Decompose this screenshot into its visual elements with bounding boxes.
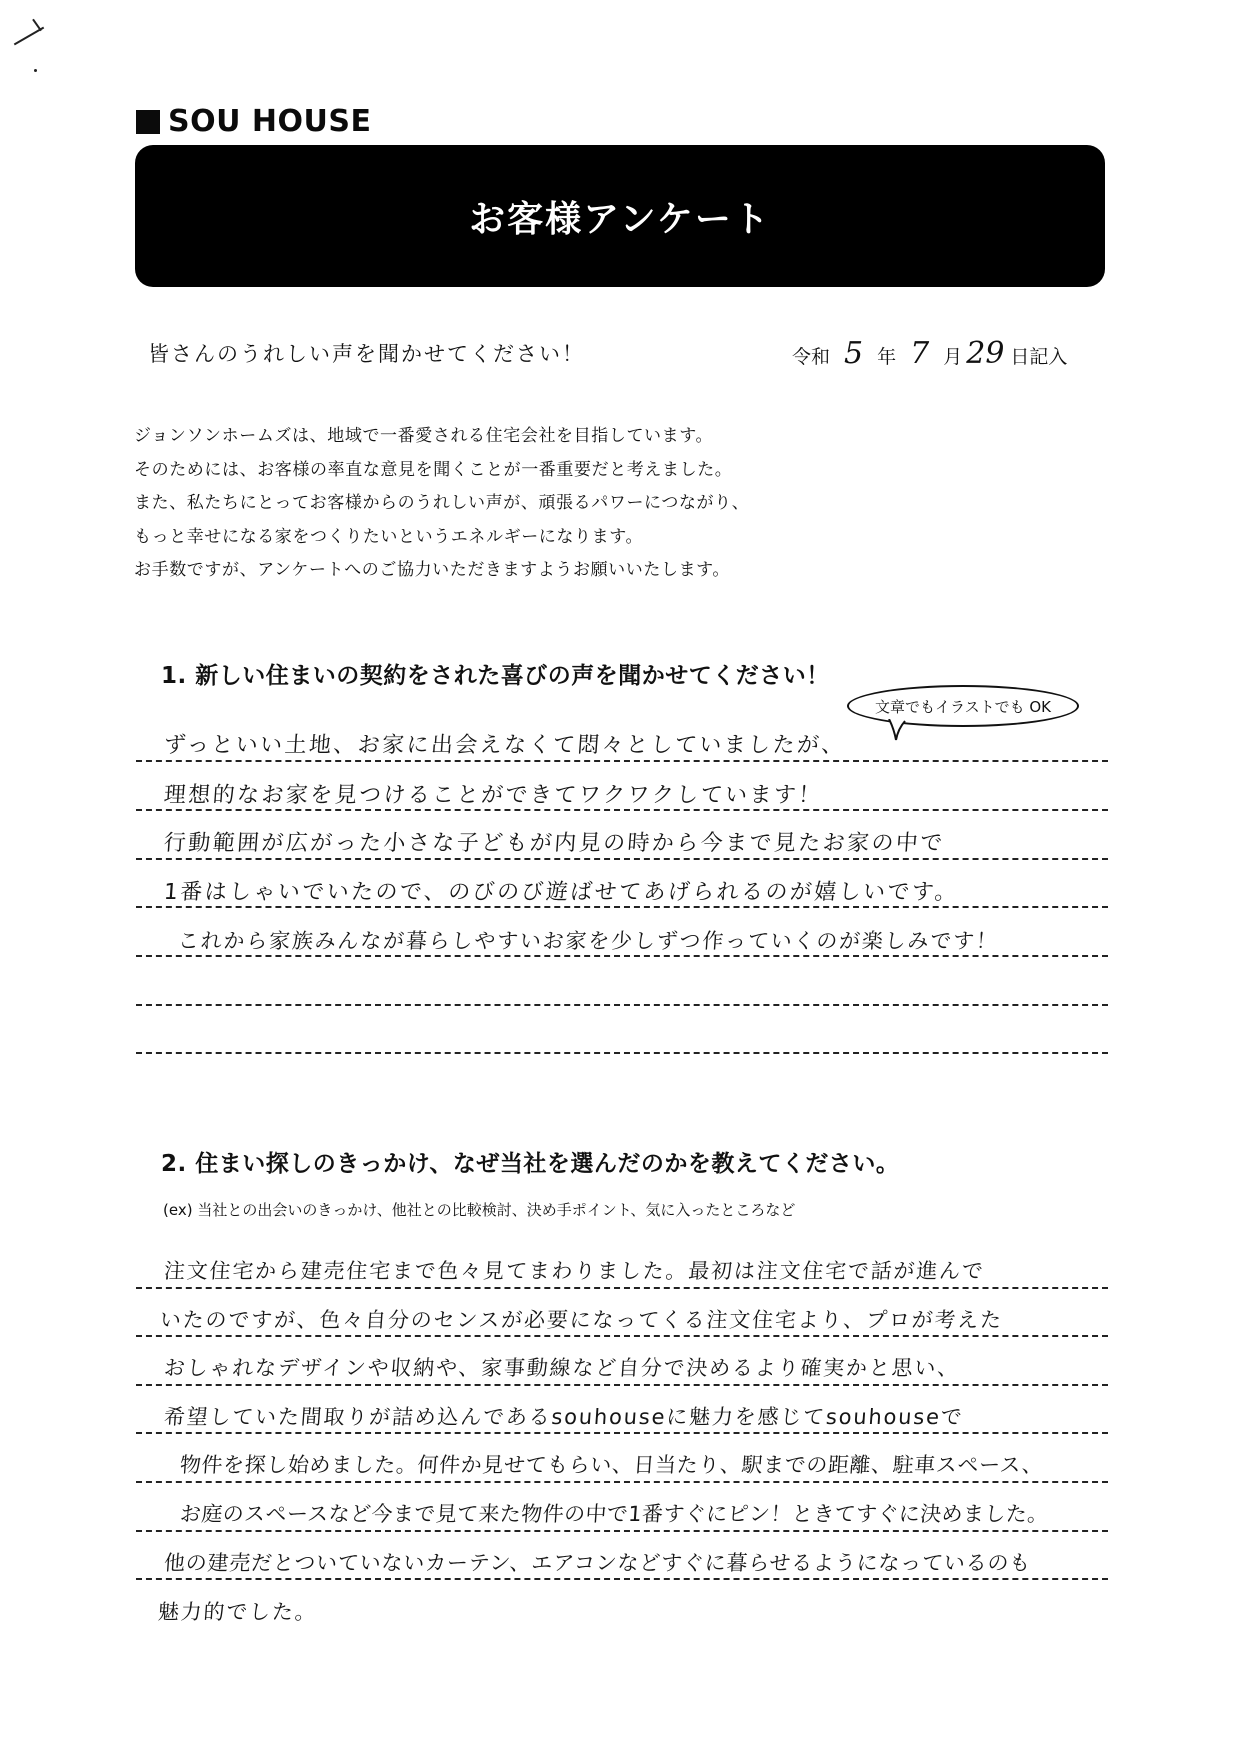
dashed-rule — [136, 760, 1108, 762]
answer-line: 注文住宅から建売住宅まで色々見てまわりました。最初は注文住宅で話が進んで — [163, 1259, 986, 1283]
answer-line: 1番はしゃいでいたので、のびのび遊ばせてあげられるのが嬉しいです。 — [162, 880, 960, 905]
answer-line: これから家族みんなが暮らしやすいお家を少しずつ作っていくのが楽しみです！ — [177, 929, 1000, 953]
answer-line: お庭のスペースなど今まで見て来た物件の中で1番すぐにピン！ときてすぐに決めました。 — [179, 1502, 1050, 1526]
answer-line: 行動範囲が広がった小さな子どもが内見の時から今まで見たお家の中で — [162, 831, 946, 856]
dashed-rule — [136, 1481, 1108, 1483]
date-month-value[interactable]: 7 — [910, 336, 930, 371]
dashed-rule — [136, 906, 1108, 908]
dashed-rule — [136, 1530, 1108, 1532]
dashed-rule — [136, 955, 1108, 957]
intro-line: また、私たちにとってお客様からのうれしい声が、頑張るパワーにつながり、 — [134, 493, 750, 513]
speech-bubble-tail-icon — [888, 719, 906, 741]
answer-line: 魅力的でした。 — [157, 1600, 319, 1624]
question-2-title: 2. 住まい探しのきっかけ、なぜ当社を選んだのかを教えてください。 — [161, 1151, 900, 1177]
page-title: お客様アンケート — [469, 198, 771, 240]
date-year-value[interactable]: 5 — [844, 336, 864, 371]
dashed-rule — [136, 1004, 1108, 1006]
date-month-label: 月 — [943, 346, 963, 368]
answer-line: 物件を探し始めました。何件か見せてもらい、日当たり、駅までの距離、駐車スペース、 — [179, 1453, 1045, 1477]
lead-text: 皆さんのうれしい声を聞かせてください！ — [148, 342, 585, 366]
scan-mark — [34, 69, 37, 72]
dashed-rule — [136, 1287, 1108, 1289]
logo-square-icon — [136, 110, 160, 134]
brand-logo — [136, 104, 371, 139]
dashed-rule — [136, 1578, 1108, 1580]
answer-line: おしゃれなデザインや収納や、家事動線など自分で決めるより確実かと思い、 — [163, 1356, 961, 1380]
logo-text: SOU HOUSE — [168, 104, 372, 139]
dashed-rule — [136, 1052, 1108, 1054]
answer-line: 他の建売だとついていないカーテン、エアコンなどすぐに暮らせるようになっているのも — [163, 1551, 1032, 1575]
question-2-subtitle: (ex) 当社との出会いのきっかけ、他社との比較検討、決め手ポイント、気に入ったところなど — [163, 1201, 796, 1219]
speech-bubble-text: 文章でもイラストでも OK — [875, 697, 1051, 716]
intro-line: ジョンソンホームズは、地域で一番愛される住宅会社を目指しています。 — [134, 426, 714, 446]
intro-line: もっと幸せになる家をつくりたいというエネルギーになります。 — [134, 526, 644, 547]
title-banner — [135, 145, 1105, 287]
dashed-rule — [136, 1432, 1108, 1434]
answer-line: 希望していた間取りが詰め込んであるsouhouseに魅力を感じてsouhouseで — [163, 1405, 965, 1429]
date-year-label: 年 — [877, 346, 897, 368]
intro-line: お手数ですが、アンケートへのご協力いただきますようお願いいたします。 — [134, 560, 731, 580]
date-era: 令和 — [792, 346, 831, 368]
answer-line: 理想的なお家を見つけることができてワクワクしています！ — [162, 783, 824, 808]
dashed-rule — [136, 1335, 1108, 1337]
answer-line: ずっといい土地、お家に出会えなくて悶々としていましたが、 — [162, 733, 847, 758]
date-day-value[interactable]: 29 — [966, 336, 1005, 371]
answer-line: いたのですが、色々自分のセンスが必要になってくる注文住宅より、プロが考えた — [159, 1308, 1004, 1332]
intro-line: そのためには、お客様の率直な意見を聞くことが一番重要だと考えました。 — [134, 459, 733, 480]
intro-paragraph — [134, 420, 749, 588]
dashed-rule — [136, 1384, 1108, 1386]
date-field — [792, 336, 1067, 371]
question-1-title: 1. 新しい住まいの契約をされた喜びの声を聞かせてください！ — [161, 663, 830, 689]
dashed-rule — [136, 858, 1108, 860]
dashed-rule — [136, 809, 1108, 811]
speech-bubble — [847, 685, 1079, 727]
date-day-label: 日記入 — [1010, 346, 1068, 368]
